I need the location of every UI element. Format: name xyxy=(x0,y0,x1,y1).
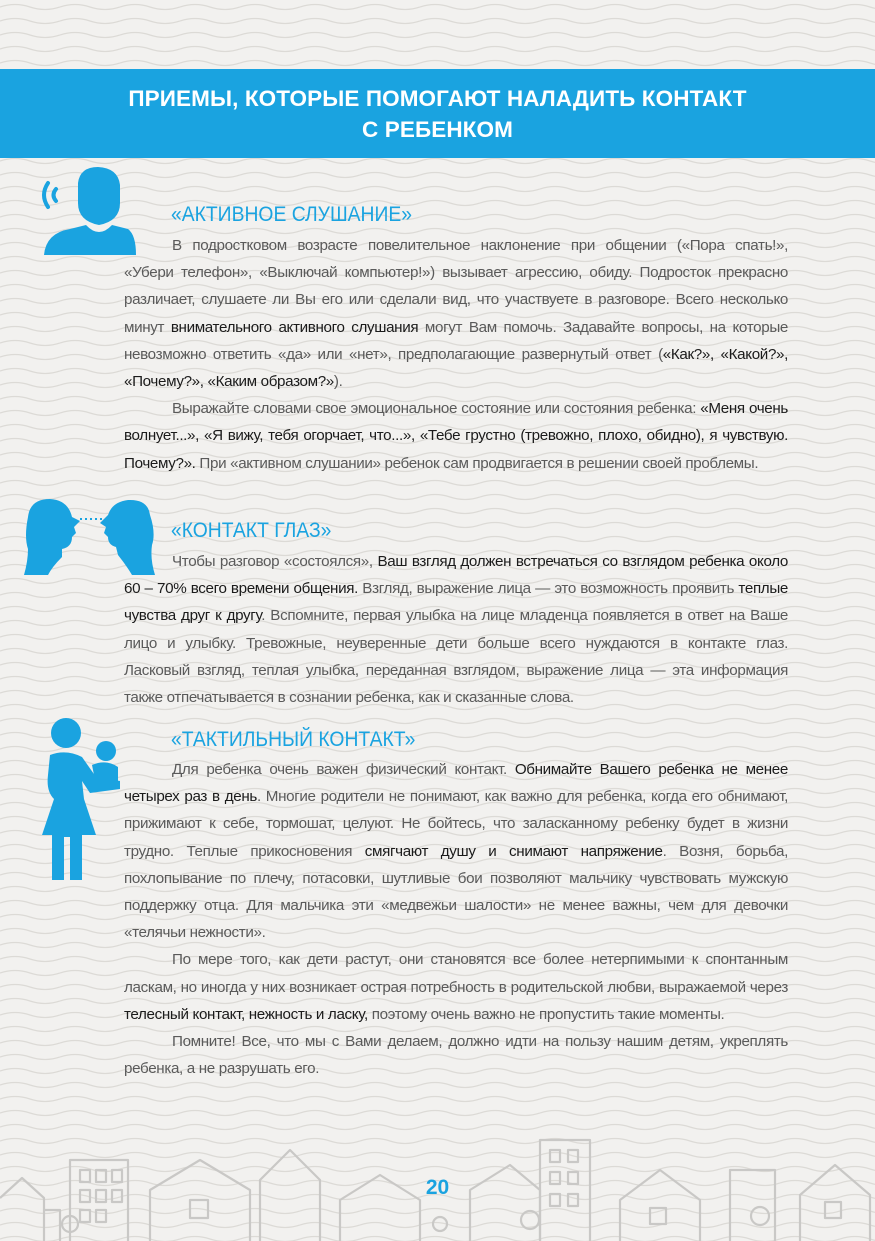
bold-phrase: смягчают душу и снимают напряжение xyxy=(364,842,663,860)
active-listening-paragraph-1: В подростковом возрасте повелительное наклонение при общении («Пора спать!», «Убери телефон», «Выключай компьютер!») вызывает агрессию, обиду. Подросток прекрасно различает, слушаете ли Вы его или сделали вид, что участвуете в разговоре. Всего несколько минут внимательного активного слушания могут Вам помочь. Задавайте вопросы, на которые невозможно ответить «да» или «нет», предполагающие развернутый ответ («Как?», «Какой?», «Почему?», «Каким образом?»). xyxy=(124,237,789,391)
tactile-paragraph-1: Для ребенка очень важен физический контакт. Обнимайте Вашего ребенка не менее четырех раз в день. Многие родители не понимают, как важно для ребенка, когда его обнимают, прижимают к себе, тормошат, целуют. Не бойтесь, что заласканному ребенку будет в жизни трудно. Теплые прикосновения смягчают душу и снимают напряжение. Возня, борьба, похлопывание по плечу, потасовки, шутливые бои позволяют мальчику чувствовать мужскую поддержку отца. Для мальчика эти «медвежьи шалости» не менее важны, чем для девочки «телячьи нежности». xyxy=(124,761,789,942)
tactile-paragraph-2: По мере того, как дети растут, они становятся все более нетерпимыми к спонтанным ласкам, но иногда у них возникает острая потребность в родительской любви, выражаемой через телесный контакт, нежность и ласку, поэтому очень важно не пропустить такие моменты. xyxy=(124,951,788,1023)
page-header-banner xyxy=(0,69,875,158)
section-title-active-listening: «АКТИВНОЕ СЛУШАНИЕ» xyxy=(171,203,413,226)
bold-phrase: внимательного активного слушания xyxy=(170,318,419,336)
active-listening-text xyxy=(124,232,788,477)
bold-phrase: «Как?», «Какой?», «Почему?», «Каким образом?» xyxy=(124,345,789,391)
page-number: 20 xyxy=(425,1176,450,1199)
header-title-line-2: С РЕБЕНКОМ xyxy=(362,117,513,142)
tactile-contact-text xyxy=(124,756,788,1082)
bold-phrase: Обнимайте Вашего ребенка не менее четырех раз в день xyxy=(124,761,789,806)
section-title-tactile-contact: «ТАКТИЛЬНЫЙ КОНТАКТ» xyxy=(171,728,416,751)
person-speaking-icon xyxy=(38,163,138,257)
bold-phrase: телесный контакт, нежность и ласку, xyxy=(124,1005,368,1023)
bold-phrase: Ваш взгляд должен встречаться со взглядом ребенка около 60 – 70% всего времени общения. xyxy=(124,553,788,598)
section-title-eye-contact: «КОНТАКТ ГЛАЗ» xyxy=(171,519,332,542)
bold-phrase: «Меня очень волнует...», «Я вижу, тебя огорчает, что...», «Тебе грустно (тревожно, плохо, обидно), я чувствую. Почему?». xyxy=(124,400,788,472)
mother-holding-child-icon xyxy=(40,715,130,880)
eye-contact-text xyxy=(124,548,788,711)
eye-contact-paragraph-1: Чтобы разговор «состоялся», Ваш взгляд должен встречаться со взглядом ребенка около 60 – 70% всего времени общения. Взгляд, выражение лица — это возможность проявить теплые чувства друг к другу. Вспомните, первая улыбка на лице младенца появляется в ответ на Ваше лицо и улыбку. Тревожные, неуверенные дети больше всего нуждаются в контакте глаз. Ласковый взгляд, теплая улыбка, переданная взглядом, выражение лица — эта информация также отпечатывается в сознании ребенка, как и сказанные слова. xyxy=(124,553,788,707)
tactile-paragraph-3: Помните! Все, что мы с Вами делаем, должно идти на пользу нашим детям, укреплять ребенка, а не разрушать его. xyxy=(124,1033,788,1078)
active-listening-paragraph-2: Выражайте словами свое эмоциональное состояние или состояния ребенка: «Меня очень волнует...», «Я вижу, тебя огорчает, что...», «Тебе грустно (тревожно, плохо, обидно), я чувствую. Почему?». При «активном слушании» ребенок сам продвигается в решении своей проблемы. xyxy=(124,400,788,472)
header-title-line-1: ПРИЕМЫ, КОТОРЫЕ ПОМОГАЮТ НАЛАДИТЬ КОНТАКТ xyxy=(128,86,747,111)
bold-phrase: теплые чувства друг к другу xyxy=(124,580,788,625)
